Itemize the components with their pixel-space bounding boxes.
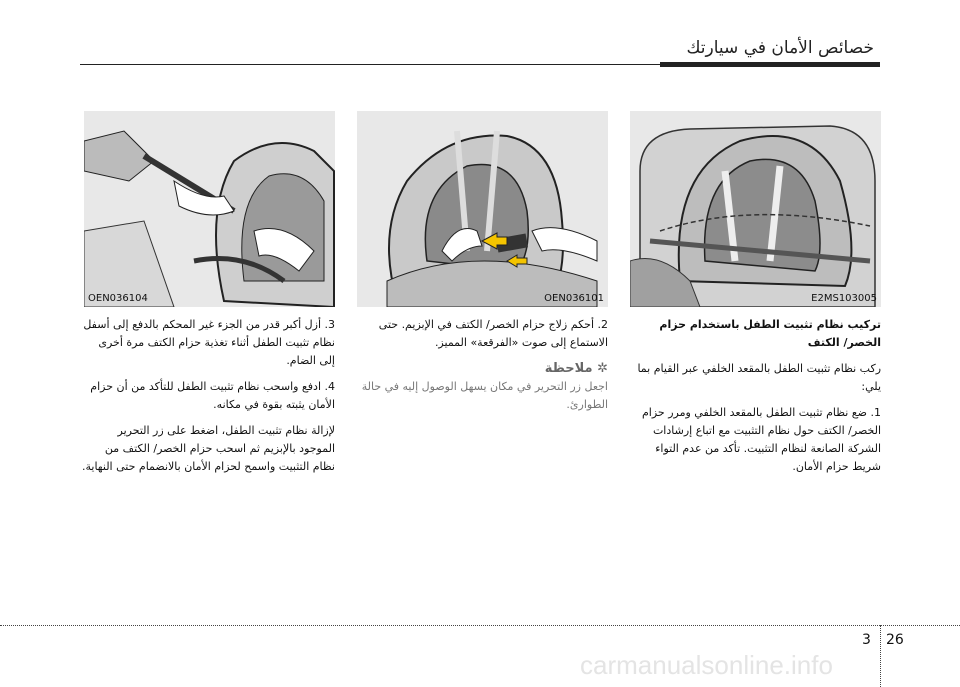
figure-code: OEN036101 [544,293,604,304]
note-icon: ✲ [592,361,608,376]
header-tab [660,62,880,67]
figure-child-seat-routing [630,111,881,307]
column-middle [353,316,608,422]
tighten-belt-illustration [84,111,335,307]
page-header-title: خصائص الأمان في سيارتك [686,38,874,58]
chapter-number: 3 [862,632,871,648]
figure-buckle-latch [357,111,608,307]
child-seat-routing-illustration [630,111,881,307]
intro-paragraph: ركب نظام تثبيت الطفل بالمقعد الخلفي عبر القيام بما يلي: [637,362,881,393]
footer-dotted-line [0,625,960,626]
watermark: carmanualsonline.info [580,650,833,680]
column-right [626,316,881,484]
step-1: 1. ضع نظام تثبيت الطفل بالمقعد الخلفي ومرر حزام الخصر/ الكتف حول نظام التثبيت مع اتباع إرشادات الشركة الصانعة لنظام التثبيت. تأكد من عدم التواء شريط حزام الأمان. [641,406,881,473]
section-heading: تركيب نظام تثبيت الطفل باستخدام حزام الخصر/ الكتف [659,318,881,349]
column-left [80,316,335,484]
figure-tighten-belt [84,111,335,307]
note-title-text: ملاحظة [544,361,593,376]
footer-divider [880,625,881,687]
buckle-latch-illustration [357,111,608,307]
step-4: 4. ادفع واسحب نظام تثبيت الطفل للتأكد من أن حزام الأمان يثبته بقوة في مكانه. [90,380,335,411]
figure-code: OEN036104 [88,293,148,304]
note-title [353,360,608,378]
figure-code: E2MS103005 [811,293,877,304]
note-body: اجعل زر التحرير في مكان يسهل الوصول إليه في حالة الطوارئ. [361,380,608,411]
step-3: 3. أزل أكبر قدر من الجزء غير المحكم بالدفع إلى أسفل نظام تثبيت الطفل أثناء تغذية حزام الكتف مرة أخرى إلى الضام. [83,318,335,367]
page-number: 26 [886,632,904,648]
step-2: 2. أحكم زلاج حزام الخصر/ الكتف في الإبزيم. حتى الاستماع إلى صوت «الفرقعة» المميز. [378,318,608,349]
removal-paragraph: لإزالة نظام تثبيت الطفل، اضغط على زر التحرير الموجود بالإبزيم ثم اسحب حزام الخصر/ الكتف من نظام التثبيت واسمح لحزام الأمان بالانضمام حتى النهاية. [82,424,335,473]
